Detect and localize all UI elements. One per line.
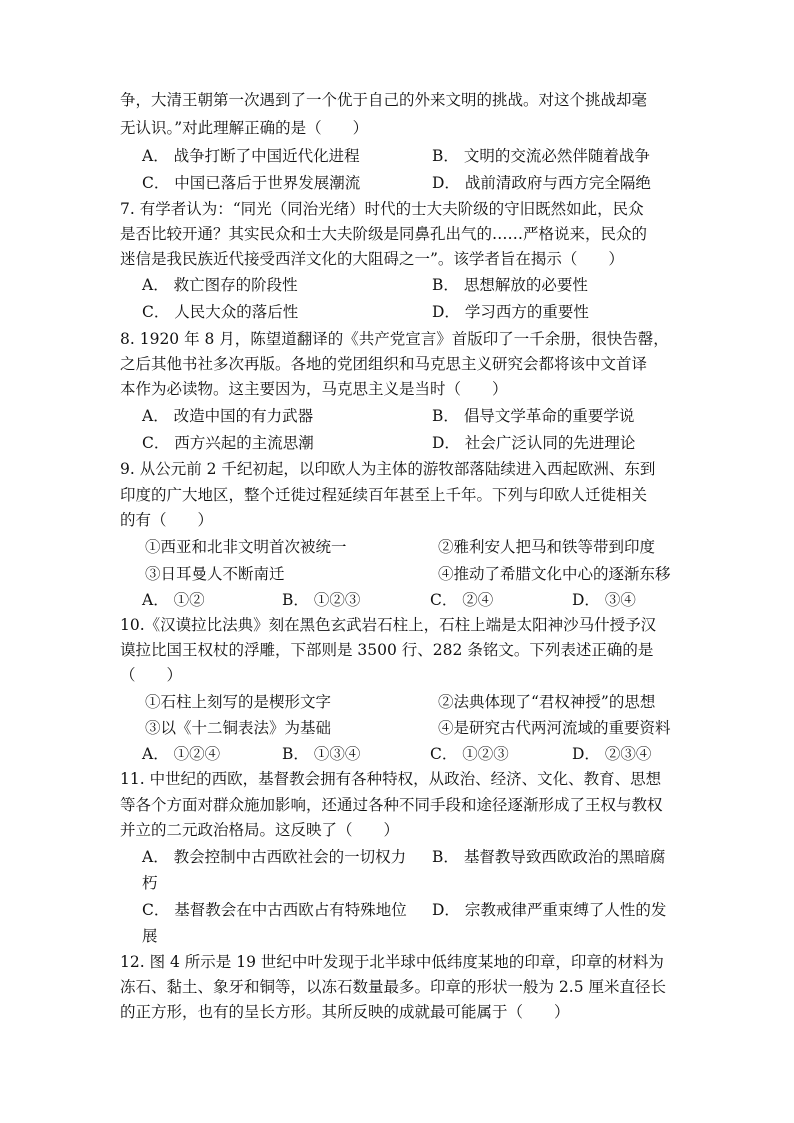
q9-option-c: C． ②④ xyxy=(430,591,494,609)
q7-stem-line-2: 是否比较开通？其实民众和士大夫阶级是同鼻孔出气的……严格说来，民众的 xyxy=(120,225,648,243)
q12-stem-line-2: 冻石、黏土、象牙和铜等，以冻石数量最多。印章的形状一般为 2.5 厘米直径长 xyxy=(120,978,667,996)
q8-stem-line-2: 之后其他书社多次再版。各地的党团组织和马克思主义研究会都将该中文首译 xyxy=(120,355,648,373)
q12-stem-line-1: 12. 图 4 所示是 19 世纪中叶发现于北半球中低纬度某地的印章，印章的材料为 xyxy=(120,953,664,971)
q6-option-a: A． 战争打断了中国近代化进程 xyxy=(142,147,360,165)
q9-item-1: ①西亚和北非文明首次被统一 xyxy=(145,538,347,556)
q6-option-c: C． 中国已落后于世界发展潮流 xyxy=(142,174,361,192)
q6-stem-line-1: 争，大清王朝第一次遇到了一个优于自己的外来文明的挑战。对这个挑战却毫 xyxy=(120,91,648,109)
q9-option-d: D． ③④ xyxy=(572,591,636,609)
q7-option-c: C． 人民大众的落后性 xyxy=(142,303,299,321)
q10-item-2: ②法典体现了“君权神授”的思想 xyxy=(438,693,656,711)
q6-stem-line-2: 无认识。”对此理解正确的是（ ） xyxy=(120,119,369,137)
q11-stem-line-1: 11. 中世纪的西欧，基督教会拥有各种特权，从政治、经济、文化、教育、思想 xyxy=(120,770,662,788)
q10-item-1: ①石柱上刻写的是楔形文字 xyxy=(145,693,332,711)
q6-option-b: B． 文明的交流必然伴随着战争 xyxy=(432,147,650,165)
q10-stem-line-3: （ ） xyxy=(120,666,183,684)
q10-option-a: A． ①②④ xyxy=(142,745,221,763)
q9-option-b: B． ①②③ xyxy=(282,591,361,609)
q11-stem-line-2: 等各个方面对群众施加影响，还通过各种不同手段和途径逐渐形成了王权与教权 xyxy=(120,796,663,814)
q8-option-c: C． 西方兴起的主流思潮 xyxy=(142,434,314,452)
q10-item-3: ③以《十二铜表法》为基础 xyxy=(145,719,332,737)
q6-option-d: D． 战前清政府与西方完全隔绝 xyxy=(432,174,651,192)
q11-stem-line-3: 并立的二元政治格局。这反映了（ ） xyxy=(120,821,400,839)
q8-stem-line-3: 本作为必读物。这主要因为，马克思主义是当时（ ） xyxy=(120,380,508,398)
q11-option-b: B． 基督教导致西欧政治的黑暗腐 xyxy=(432,848,666,866)
q8-option-d: D． 社会广泛认同的先进理论 xyxy=(432,434,636,452)
q7-option-d: D． 学习西方的重要性 xyxy=(432,303,589,321)
q11-option-d: D． 宗教戒律严重束缚了人性的发 xyxy=(432,901,667,919)
q8-stem-line-1: 8. 1920 年 8 月，陈望道翻译的《共产党宣言》首版印了一千余册，很快告罄， xyxy=(120,330,669,348)
q11-option-c: C． 基督教会在中古西欧占有特殊地位 xyxy=(142,901,407,919)
q10-option-b: B． ①③④ xyxy=(282,745,361,763)
q10-option-c: C． ①②③ xyxy=(430,745,509,763)
q11-option-d-wrap: 展 xyxy=(142,927,158,945)
q7-stem-line-1: 7. 有学者认为：“同光（同治光绪）时代的士大夫阶级的守旧既然如此，民众 xyxy=(120,200,644,218)
q10-stem-line-1: 10.《汉谟拉比法典》刻在黑色玄武岩石柱上，石柱上端是太阳神沙马什授予汉 xyxy=(120,616,657,634)
q11-option-a: A． 教会控制中古西欧社会的一切权力 xyxy=(142,848,407,866)
q7-option-a: A． 救亡图存的阶段性 xyxy=(142,276,298,294)
q10-item-4: ④是研究古代两河流域的重要资料 xyxy=(438,719,671,737)
q8-option-b: B． 倡导文学革命的重要学说 xyxy=(432,407,635,425)
q9-stem-line-1: 9. 从公元前 2 千纪初起，以印欧人为主体的游牧部落陆续进入西起欧洲、东到 xyxy=(120,460,656,478)
q12-stem-line-3: 的正方形，也有的呈长方形。其所反映的成就最可能属于（ ） xyxy=(120,1003,570,1021)
q8-option-a: A． 改造中国的有力武器 xyxy=(142,407,314,425)
q7-stem-line-3: 迷信是我民族近代接受西洋文化的大阻碍之一”。该学者旨在揭示（ ） xyxy=(120,250,624,268)
q9-option-a: A． ①② xyxy=(142,591,205,609)
q11-option-b-wrap: 朽 xyxy=(142,874,158,892)
q9-item-3: ③日耳曼人不断南迁 xyxy=(145,565,285,583)
q10-stem-line-2: 谟拉比国王权杖的浮雕，下部则是 3500 行、282 条铭文。下列表述正确的是 xyxy=(120,641,654,659)
q7-option-b: B． 思想解放的必要性 xyxy=(432,276,588,294)
q9-stem-line-3: 的有（ ） xyxy=(120,511,214,529)
q10-option-d: D． ②③④ xyxy=(572,745,652,763)
q9-item-2: ②雅利安人把马和铁等带到印度 xyxy=(438,538,656,556)
q9-stem-line-2: 印度的广大地区，整个迁徙过程延续百年甚至上千年。下列与印欧人迁徙相关 xyxy=(120,486,648,504)
q9-item-4: ④推动了希腊文化中心的逐渐东移 xyxy=(438,565,671,583)
